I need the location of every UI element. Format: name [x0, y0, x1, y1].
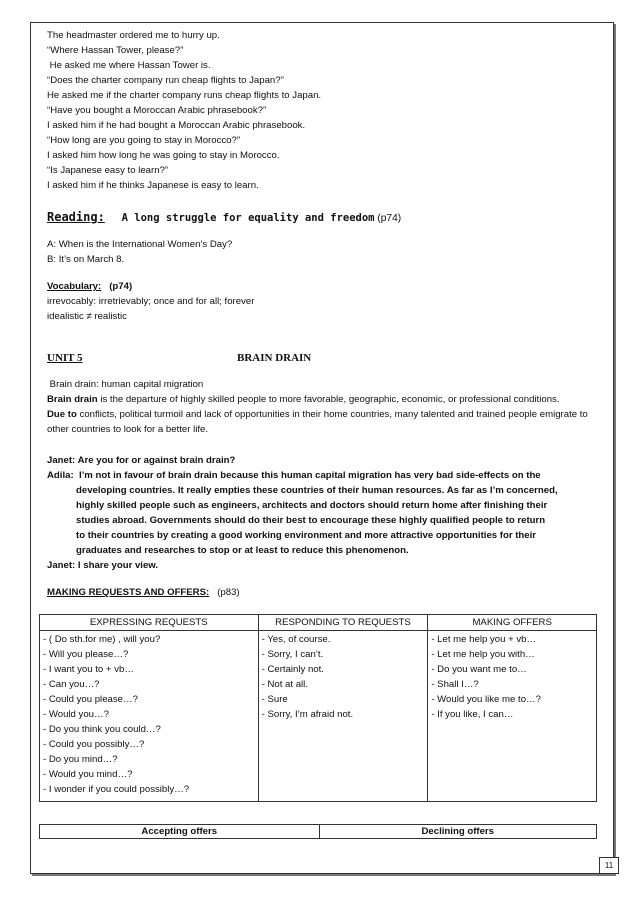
requests-heading [47, 585, 607, 600]
expressing-requests-cell [40, 631, 259, 802]
list-item: - Could you possibly…? [43, 739, 145, 750]
dialogue-line: highly skilled people such as engineers, architects and doctors should return home after finishing their [76, 500, 548, 511]
column-header: MAKING OFFERS [428, 615, 597, 631]
example-line: He asked me if the charter company runs cheap flights to Japan. [47, 90, 322, 101]
list-item: - Let me help you + vb… [431, 634, 537, 645]
list-item: - Not at all. [261, 679, 308, 690]
making-offers-cell [428, 631, 597, 802]
dialogue-line: Janet: Are you for or against brain drain? [47, 455, 236, 466]
list-item: - ( Do sth.for me) , will you? [43, 634, 161, 645]
list-item: - Can you…? [43, 679, 100, 690]
table-row [40, 631, 597, 802]
dialogue-line: Adila: I’m not in favour of brain drain because this human capital migration has very bad side-effects on the [47, 470, 541, 481]
example-line: The headmaster ordered me to hurry up. [47, 30, 220, 41]
vocabulary-entry: idealistic ≠ realistic [47, 311, 127, 322]
list-item: - I want you to + vb… [43, 664, 134, 675]
list-item: - If you like, I can… [431, 709, 514, 720]
reported-speech-examples [47, 28, 607, 193]
accepting-offers-header: Accepting offers [40, 825, 320, 839]
list-item: - Yes, of course. [261, 634, 331, 645]
definition-term: Due to [47, 409, 77, 420]
column-header: RESPONDING TO REQUESTS [258, 615, 428, 631]
definition-text: conflicts, political turmoil and lack of opportunities in their home countries, many talented and trained people emigrate to other countries to look for a better life. [47, 409, 588, 435]
unit-number: UNIT 5 [47, 352, 83, 364]
list-item: - Sorry, I’m afraid not. [261, 709, 354, 720]
vocabulary-label: Vocabulary: [47, 281, 102, 292]
unit-title: BRAIN DRAIN [237, 352, 312, 364]
requests-title: MAKING REQUESTS AND OFFERS: [47, 587, 210, 598]
page-number: 11 [599, 857, 619, 874]
reading-page-ref: (p74) [377, 213, 402, 224]
list-item: - Do you think you could…? [43, 724, 161, 735]
list-item: - I wonder if you could possibly…? [43, 784, 190, 795]
dialogue-line: Janet: I share your view. [47, 560, 159, 571]
dialogue [47, 453, 607, 573]
unit-heading [47, 351, 607, 367]
example-line: I asked him how long he was going to stay in Morocco. [47, 150, 280, 161]
list-item: - Sorry, I can’t. [261, 649, 324, 660]
example-line: “Is Japanese easy to learn?” [47, 165, 169, 176]
list-item: - Will you please…? [43, 649, 129, 660]
vocabulary-page-ref: (p74) [109, 281, 133, 292]
definition-paragraph [47, 407, 607, 437]
dialogue-line: graduates and researches to stop or at least to reduce this phenomenon. [76, 545, 409, 556]
dialogue-line: studies abroad. Governments should do their best to encourage these highly qualified people to return [76, 515, 546, 526]
definition-term: Brain drain [47, 394, 98, 405]
list-item: - Shall I…? [431, 679, 479, 690]
example-line: “Where Hassan Tower, please?” [47, 45, 184, 56]
document-body [47, 28, 607, 600]
definition-text: is the departure of highly skilled people to more favorable, geographic, economic, or professional conditions. [97, 394, 560, 405]
declining-offers-header: Declining offers [319, 825, 597, 839]
list-item: - Do you mind…? [43, 754, 118, 765]
list-item: - Certainly not. [261, 664, 324, 675]
requests-table [39, 614, 597, 802]
list-item: - Do you want me to… [431, 664, 527, 675]
list-item: - Sure [261, 694, 288, 705]
vocabulary-heading [47, 279, 607, 294]
column-header: EXPRESSING REQUESTS [40, 615, 259, 631]
reading-heading [47, 210, 607, 226]
reading-title: A long struggle for equality and freedom [121, 212, 375, 224]
example-line: “Does the charter company run cheap flights to Japan?” [47, 75, 284, 86]
example-line: He asked me where Hassan Tower is. [47, 60, 211, 71]
dialogue-line: to their countries by creating a good working environment and more attractive opportunities for their [76, 530, 537, 541]
example-line: I asked him if he had bought a Moroccan Arabic phrasebook. [47, 120, 306, 131]
list-item: - Let me help you with… [431, 649, 535, 660]
vocabulary-entry: irrevocably: irretrievably; once and for all; forever [47, 296, 255, 307]
requests-page-ref: (p83) [217, 587, 240, 598]
definition-paragraph [47, 392, 607, 407]
example-line: “How long are you going to stay in Morocco?” [47, 135, 241, 146]
list-item: - Could you please…? [43, 694, 138, 705]
list-item: - Would you mind…? [43, 769, 133, 780]
responding-requests-cell [258, 631, 428, 802]
list-item: - Would you…? [43, 709, 109, 720]
example-line: “Have you bought a Moroccan Arabic phrasebook?” [47, 105, 267, 116]
definition-line: Brain drain: human capital migration [47, 379, 204, 390]
reading-answer: B: It’s on March 8. [47, 254, 125, 265]
table-header-row [40, 615, 597, 631]
dialogue-line: developing countries. It really empties these countries of their human resources. As far as I’m concerned, [76, 485, 558, 496]
offers-response-table [39, 824, 597, 839]
reading-label: Reading: [47, 210, 105, 224]
table-header-row [40, 825, 597, 839]
reading-question: A: When is the International Women’s Day? [47, 239, 233, 250]
example-line: I asked him if he thinks Japanese is easy to learn. [47, 180, 259, 191]
list-item: - Would you like me to…? [431, 694, 541, 705]
